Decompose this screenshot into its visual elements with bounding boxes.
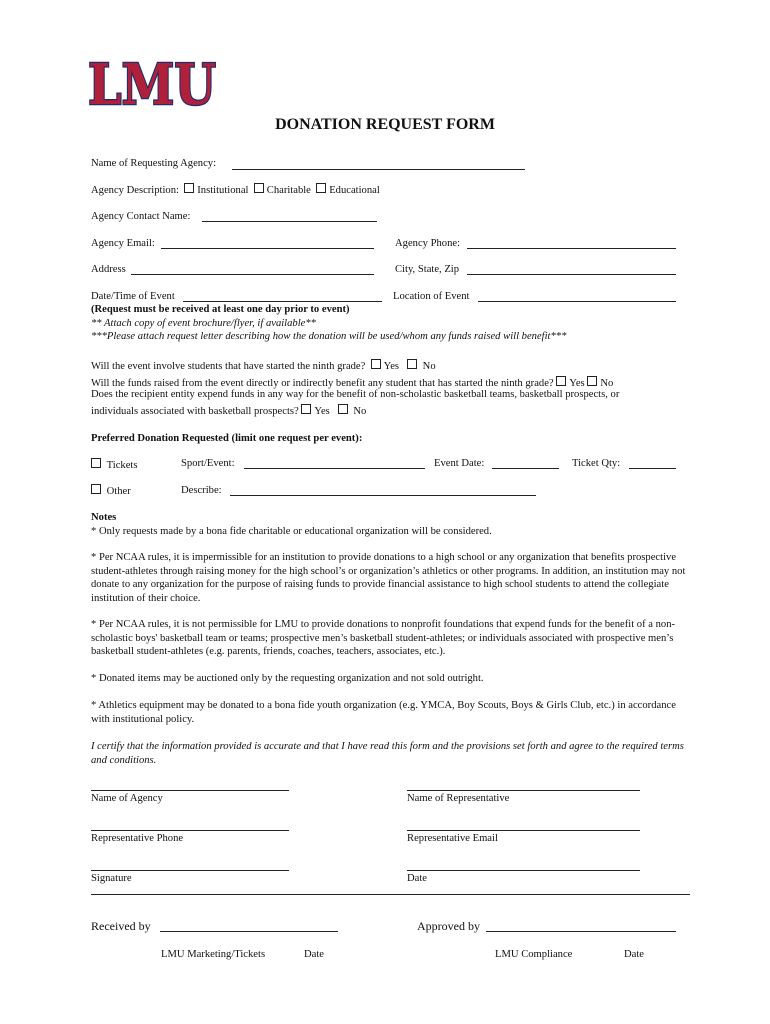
question-ninth-grade: Will the event involve students that have started the ninth grade? Yes No bbox=[91, 361, 436, 372]
ticket-qty-label: Ticket Qty: bbox=[572, 458, 621, 469]
question-funds-benefit: Will the funds raised from the event directly or indirectly benefit any student that has started the ninth grade? Yes No bbox=[91, 378, 614, 389]
rep-email-label: Representative Email bbox=[407, 833, 498, 844]
received-by-label: Received by bbox=[91, 919, 151, 933]
form-title: DONATION REQUEST FORM bbox=[275, 116, 495, 133]
contact-name-field[interactable] bbox=[202, 221, 377, 222]
preferred-donation-heading: Preferred Donation Requested (limit one request per event): bbox=[91, 433, 363, 444]
location-label: Location of Event bbox=[393, 291, 470, 302]
sign-date-label: Date bbox=[407, 873, 427, 884]
note-equipment: * Athletics equipment may be donated to a bona fide youth organization (e.g. YMCA, Boy Scouts, Boys & Girls Club, etc.) in accordance with institutional policy. bbox=[91, 700, 676, 725]
approved-by-field[interactable] bbox=[486, 931, 676, 932]
event-date-label: Event Date: bbox=[434, 458, 485, 469]
note-ncaa-high-school: * Per NCAA rules, it is impermissible for an institution to provide donations to a high school or any organization that benefits prospective student-athletes through raising money for the high school’s or organization’s athletics or other programs. In addition, an institution may not donate to any organization for the purpose of raising funds to provide financial assistance to high school students to attend the collegiate institution of their choice. bbox=[91, 552, 686, 604]
agency-name-sign-label: Name of Agency bbox=[91, 793, 163, 804]
note-bona-fide: * Only requests made by a bona fide charitable or educational organization will be considered. bbox=[91, 526, 492, 537]
tickets-option: Tickets bbox=[91, 458, 137, 471]
describe-label: Describe: bbox=[181, 485, 222, 496]
compliance-date-label: Date bbox=[624, 949, 644, 960]
q1-yes-checkbox[interactable] bbox=[371, 359, 381, 369]
sign-date-field[interactable] bbox=[407, 870, 640, 871]
contact-name-label: Agency Contact Name: bbox=[91, 211, 191, 222]
signature-label: Signature bbox=[91, 873, 132, 884]
charitable-checkbox[interactable] bbox=[254, 183, 264, 193]
received-by-field[interactable] bbox=[160, 931, 338, 932]
sport-event-field[interactable] bbox=[244, 468, 425, 469]
other-option: Other bbox=[91, 484, 131, 497]
q3-yes-checkbox[interactable] bbox=[301, 404, 311, 414]
email-label: Agency Email: bbox=[91, 238, 155, 249]
svg-text:LMU: LMU bbox=[88, 52, 216, 118]
tickets-checkbox[interactable] bbox=[91, 458, 101, 468]
describe-field[interactable] bbox=[230, 495, 536, 496]
lmu-marketing-label: LMU Marketing/Tickets bbox=[161, 949, 266, 960]
datetime-label: Date/Time of Event bbox=[91, 291, 175, 302]
rep-phone-label: Representative Phone bbox=[91, 833, 184, 844]
q2-no-checkbox[interactable] bbox=[587, 376, 597, 386]
notes-heading: Notes bbox=[91, 512, 117, 523]
lmu-compliance-label: LMU Compliance bbox=[495, 949, 573, 960]
location-field[interactable] bbox=[478, 301, 676, 302]
address-label: Address bbox=[91, 264, 126, 275]
agency-description-label: Agency Description: Institutional Charitable Educational bbox=[91, 185, 380, 196]
representative-name-label: Name of Representative bbox=[407, 793, 510, 804]
agency-name-sign-field[interactable] bbox=[91, 790, 289, 791]
educational-checkbox[interactable] bbox=[316, 183, 326, 193]
question-basketball-a: Does the recipient entity expend funds in any way for the benefit of non-scholastic basketball teams, basketball prospects, or bbox=[91, 389, 620, 400]
event-date-field[interactable] bbox=[492, 468, 559, 469]
marketing-date-label: Date bbox=[304, 949, 324, 960]
notice-attach-brochure: ** Attach copy of event brochure/flyer, if available** bbox=[91, 318, 316, 329]
note-auction: * Donated items may be auctioned only by the requesting organization and not sold outright. bbox=[91, 673, 484, 684]
representative-name-field[interactable] bbox=[407, 790, 640, 791]
agency-name-field[interactable] bbox=[232, 169, 525, 170]
rep-email-field[interactable] bbox=[407, 830, 640, 831]
phone-field[interactable] bbox=[467, 248, 676, 249]
certify-statement: I certify that the information provided is accurate and that I have read this form and the provisions set forth and agree to the required terms and conditions. bbox=[91, 741, 684, 766]
signature-field[interactable] bbox=[91, 870, 289, 871]
city-state-zip-label: City, State, Zip bbox=[395, 264, 460, 275]
sport-event-label: Sport/Event: bbox=[181, 458, 235, 469]
address-field[interactable] bbox=[131, 274, 374, 275]
approved-by-label: Approved by bbox=[417, 919, 480, 933]
agency-name-label: Name of Requesting Agency: bbox=[91, 158, 217, 169]
note-ncaa-basketball: * Per NCAA rules, it is not permissible for LMU to provide donations to nonprofit foundations that expend funds for the benefit of a non-scholastic boys' basketball team or teams; prospective men’s basketball student-athletes; or individuals associated with prospective men’s basketball student-athletes (e.g. parents, friends, coaches, teachers, associates, etc.). bbox=[91, 619, 676, 658]
rep-phone-field[interactable] bbox=[91, 830, 289, 831]
notice-attach-letter: ***Please attach request letter describing how the donation will be used/whom any funds raised will benefit*** bbox=[91, 331, 567, 342]
lmu-logo bbox=[85, 50, 220, 118]
q1-no-checkbox[interactable] bbox=[407, 359, 417, 369]
q2-yes-checkbox[interactable] bbox=[556, 376, 566, 386]
email-field[interactable] bbox=[161, 248, 374, 249]
other-checkbox[interactable] bbox=[91, 484, 101, 494]
notice-bold: (Request must be received at least one day prior to event) bbox=[91, 304, 350, 315]
phone-label: Agency Phone: bbox=[395, 238, 461, 249]
city-state-zip-field[interactable] bbox=[467, 274, 676, 275]
datetime-field[interactable] bbox=[183, 301, 382, 302]
divider bbox=[91, 894, 690, 895]
institutional-checkbox[interactable] bbox=[184, 183, 194, 193]
question-basketball-b: individuals associated with basketball prospects? Yes No bbox=[91, 406, 367, 417]
ticket-qty-field[interactable] bbox=[629, 468, 676, 469]
q3-no-checkbox[interactable] bbox=[338, 404, 348, 414]
